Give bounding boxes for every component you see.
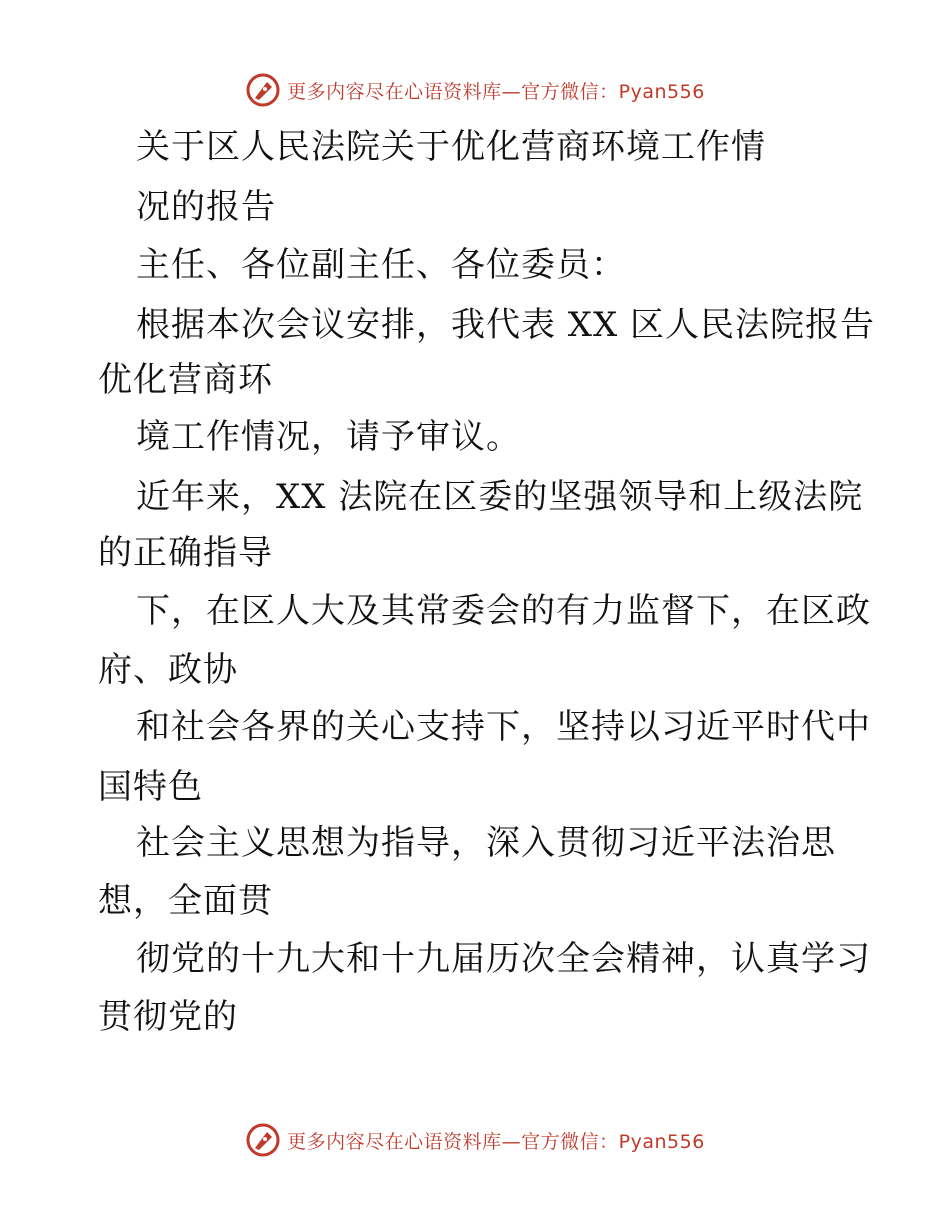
header-banner (0, 70, 950, 110)
document-line: 境工作情况，请予审议。 (136, 417, 521, 457)
document-line: 下，在区人大及其常委会的有力监督下，在区政 (136, 591, 871, 631)
document-line: 的正确指导 (98, 533, 273, 573)
document-line: 想，全面贯 (98, 881, 273, 921)
document-line: 关于区人民法院关于优化营商环境工作情 (136, 127, 766, 167)
document-line: 和社会各界的关心支持下，坚持以习近平时代中 (136, 707, 871, 747)
document-line: 府、政协 (98, 650, 238, 690)
document-line: 近年来，XX 法院在区委的坚强领导和上级法院 (136, 477, 864, 517)
document-line: 国特色 (98, 767, 203, 807)
document-line: 彻党的十九大和十九届历次全会精神，认真学习 (136, 939, 871, 979)
footer-banner-text: 更多内容尽在心语资料库—官方微信：Pyan556 (287, 1130, 705, 1153)
document-line: 社会主义思想为指导，深入贯彻习近平法治思 (136, 823, 836, 863)
document-line: 况的报告 (136, 187, 276, 227)
pen-nib-logo-icon (245, 1122, 281, 1158)
document-line: 贯彻党的 (98, 997, 238, 1037)
header-banner-text: 更多内容尽在心语资料库—官方微信：Pyan556 (287, 80, 705, 103)
document-line: 主任、各位副主任、各位委员： (136, 245, 626, 285)
document-line: 优化营商环 (98, 360, 273, 400)
footer-banner (0, 1120, 950, 1160)
document-line: 根据本次会议安排，我代表 XX 区人民法院报告 (136, 305, 876, 345)
pen-nib-logo-icon (245, 72, 281, 108)
